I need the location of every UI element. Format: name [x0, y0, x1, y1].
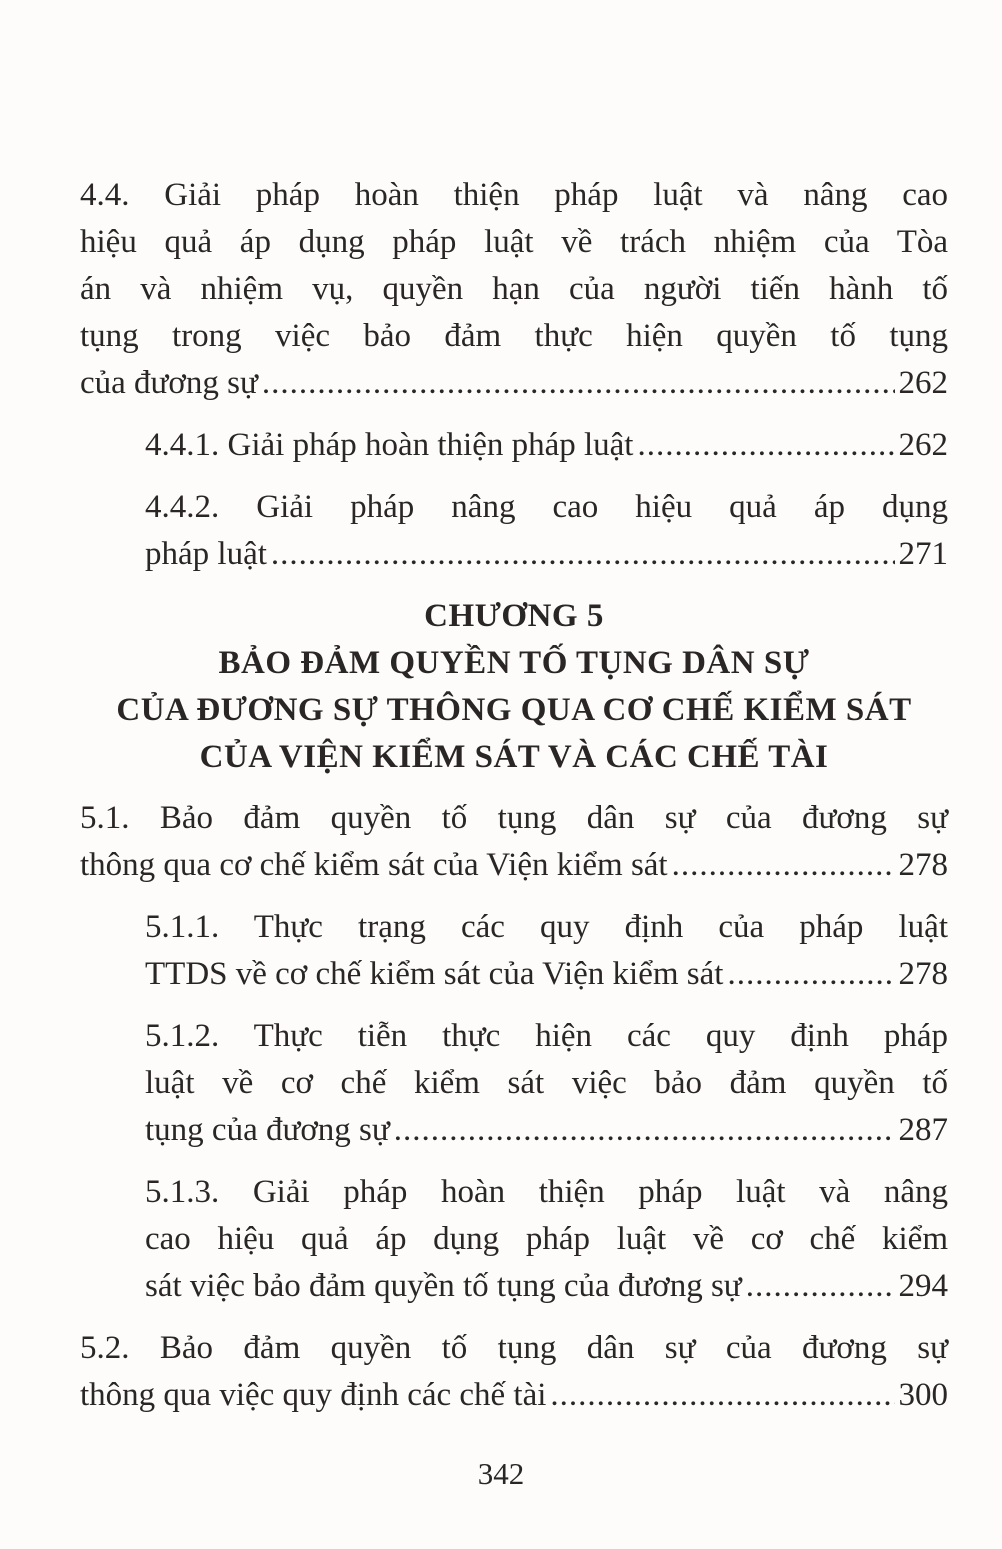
entry-page-number: 278: [898, 956, 948, 992]
toc-entry-5-1[interactable]: [80, 795, 948, 889]
entry-line: tụng trong việc bảo đảm thực hiện quyền tố tụng: [80, 318, 948, 354]
chapter-title-line: BẢO ĐẢM QUYỀN TỐ TỤNG DÂN SỰ: [218, 645, 810, 681]
page-number: 342: [477, 1456, 525, 1491]
entry-line: hiệu quả áp dụng pháp luật về trách nhiệm của Tòa: [80, 224, 948, 260]
entry-line: án và nhiệm vụ, quyền hạn của người tiến hành tố: [80, 271, 948, 307]
chapter-heading: [80, 593, 948, 781]
entry-last-line: [145, 531, 948, 578]
entry-text: của đương sự: [80, 365, 258, 401]
entry-last-line: [145, 1263, 948, 1310]
dot-leader: [262, 360, 895, 407]
entry-last-line: [145, 422, 948, 469]
entry-line: 5.1.2. Thực tiễn thực hiện các quy định pháp: [145, 1018, 948, 1054]
entry-page-number: 294: [898, 1268, 948, 1304]
dot-leader: [746, 1263, 895, 1310]
entry-page-number: 300: [898, 1377, 948, 1413]
toc-entry-5-1-1[interactable]: [145, 904, 948, 998]
entry-text: TTDS về cơ chế kiểm sát của Viện kiểm sát: [145, 956, 724, 992]
entry-line: 5.1.1. Thực trạng các quy định của pháp luật: [145, 909, 948, 945]
toc-entry-4-4-2[interactable]: [145, 484, 948, 578]
entry-page-number: 262: [898, 427, 948, 463]
entry-line: cao hiệu quả áp dụng pháp luật về cơ chế kiểm: [145, 1221, 948, 1257]
dot-leader: [672, 842, 895, 889]
entry-page-number: 262: [898, 365, 948, 401]
entry-last-line: [80, 1372, 948, 1419]
toc-entry-5-1-2[interactable]: [145, 1013, 948, 1154]
entry-line: luật về cơ chế kiểm sát việc bảo đảm quyền tố: [145, 1065, 948, 1101]
entry-page-number: 278: [898, 847, 948, 883]
chapter-title-line: CỦA VIỆN KIỂM SÁT VÀ CÁC CHẾ TÀI: [199, 739, 829, 775]
entry-line: 5.1. Bảo đảm quyền tố tụng dân sự của đương sự: [80, 800, 948, 836]
entry-last-line: [80, 842, 948, 889]
dot-leader: [727, 951, 894, 998]
entry-text: pháp luật: [145, 536, 267, 572]
toc-entry-4-4-1[interactable]: [145, 422, 948, 469]
toc-entry-5-1-3[interactable]: [145, 1169, 948, 1310]
dot-leader: [550, 1372, 894, 1419]
entry-last-line: [80, 360, 948, 407]
toc-entry-4-4[interactable]: [80, 172, 948, 407]
entry-page-number: 287: [898, 1112, 948, 1148]
chapter-label: CHƯƠNG 5: [424, 598, 604, 634]
entry-last-line: [145, 951, 948, 998]
entry-line: 4.4.2. Giải pháp nâng cao hiệu quả áp dụng: [145, 489, 948, 525]
entry-line: 5.2. Bảo đảm quyền tố tụng dân sự của đương sự: [80, 1330, 948, 1366]
entry-text: 4.4.1. Giải pháp hoàn thiện pháp luật: [145, 427, 634, 463]
entry-text: sát việc bảo đảm quyền tố tụng của đương sự: [145, 1268, 742, 1304]
dot-leader: [637, 422, 894, 469]
toc-entry-5-2[interactable]: [80, 1325, 948, 1419]
dot-leader: [394, 1107, 895, 1154]
entry-line: 4.4. Giải pháp hoàn thiện pháp luật và nâng cao: [80, 177, 948, 213]
entry-text: thông qua cơ chế kiểm sát của Viện kiểm sát: [80, 847, 668, 883]
entry-text: thông qua việc quy định các chế tài: [80, 1377, 547, 1413]
entry-line: 5.1.3. Giải pháp hoàn thiện pháp luật và nâng: [145, 1174, 948, 1210]
dot-leader: [271, 531, 895, 578]
table-of-contents: [80, 172, 948, 1434]
entry-page-number: 271: [898, 536, 948, 572]
chapter-title-line: CỦA ĐƯƠNG SỰ THÔNG QUA CƠ CHẾ KIỂM SÁT: [116, 692, 912, 728]
entry-text: tụng của đương sự: [145, 1112, 390, 1148]
entry-last-line: [145, 1107, 948, 1154]
